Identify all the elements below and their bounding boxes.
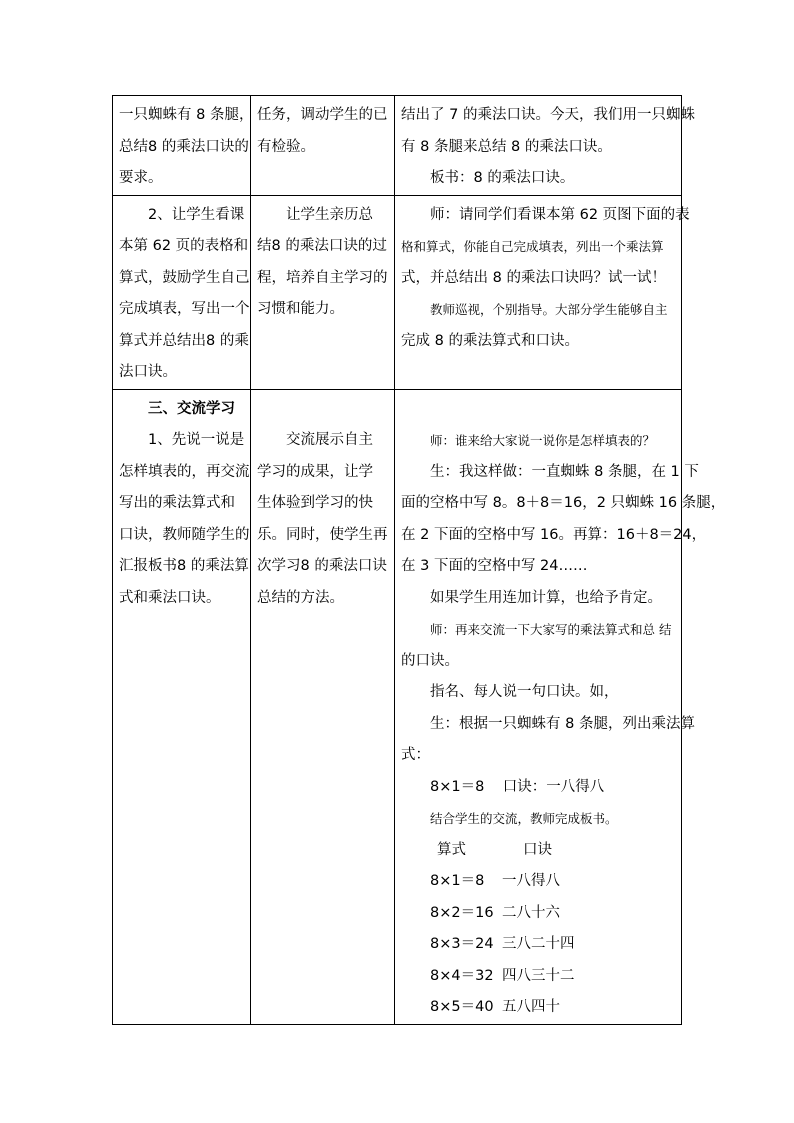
text-line: 的口诀。 (401, 652, 459, 669)
text-line: 完成填表，写出一个 (119, 301, 250, 317)
text-line: 指名、每人说一句口诀。如， (430, 684, 619, 700)
text-line: 结合学生的交流，教师完成板书。 (430, 811, 618, 826)
text-line: 程，培养自主学习的 (257, 269, 388, 286)
text-line: 任务，调动学生的已 (257, 107, 388, 123)
lesson-plan-table (112, 95, 726, 1025)
example-line (401, 772, 676, 804)
text-line: 师：请同学们看课本第 62 页图下面的表 (430, 206, 690, 223)
text-line: 次学习8 的乘法口诀 (257, 558, 387, 574)
text-line: 要求。 (119, 170, 163, 186)
text-line: 口诀，教师随学生的 (119, 526, 250, 543)
text-line: 总结的方法。 (257, 589, 344, 606)
text-line: 汇报板书8 的乘法算 (119, 558, 249, 574)
text-line: 如果学生用连加计算，也给予肯定。 (430, 589, 662, 606)
spacer (257, 394, 389, 426)
text-line: 式： (401, 747, 430, 763)
board-header-formula: 算式 (437, 841, 466, 858)
text-line: 教师巡视，个别指导。大部分学生能够自主 (430, 302, 668, 317)
example-formula: 8×1＝8 (430, 778, 485, 795)
text-line: 师：再来交流一下大家写的乘法算式和总 结 (430, 622, 672, 637)
text-line: 结8 的乘法口诀的过 (257, 238, 387, 254)
board-rhyme: 五八四十 (502, 999, 560, 1015)
purpose-cell (251, 195, 395, 389)
board-row (401, 898, 676, 930)
text-line: 1、先说一说是 (148, 432, 245, 448)
text-line: 2、让学生看课 (148, 206, 245, 223)
board-formula: 8×2＝16 (430, 904, 494, 921)
text-line: 习惯和能力。 (257, 301, 344, 317)
purpose-cell (251, 389, 395, 1024)
text-line: 完成 8 的乘法算式和口诀。 (401, 332, 579, 349)
board-formula: 8×1＝8 (430, 873, 485, 889)
board-row (401, 866, 676, 898)
activity-cell (113, 96, 254, 196)
table-row (113, 195, 682, 389)
board-row (401, 961, 676, 993)
text-line: 板书：8 的乘法口诀。 (430, 170, 575, 186)
board-row (401, 992, 676, 1024)
board-rhyme: 二八十六 (502, 904, 560, 921)
board-formula: 8×3＝24 (430, 936, 494, 952)
text-line: 生：我这样做：一直蜘蛛 8 条腿，在 1 下 (430, 463, 699, 480)
text-line: 写出的乘法算式和 (119, 495, 235, 511)
process-cell (395, 389, 726, 1024)
text-line: 在 3 下面的空格中写 24…… (401, 558, 588, 574)
text-line: 生体验到学习的快 (257, 495, 373, 511)
spacer (401, 394, 676, 426)
board-rhyme: 一八得八 (502, 873, 560, 889)
text-line: 怎样填表的，再交流 (119, 463, 250, 480)
text-line: 结出了 7 的乘法口诀。今天，我们用一只蜘蛛 (401, 107, 695, 123)
table-row (113, 389, 682, 1024)
text-line: 学习的成果，让学 (257, 463, 373, 480)
board-rhyme: 三八二十四 (502, 936, 575, 952)
example-rhyme: 口诀：一八得八 (502, 778, 605, 795)
text-line: 交流展示自主 (286, 432, 373, 448)
text-line: 算式，鼓励学生自己 (119, 269, 250, 286)
board-formula: 8×4＝32 (430, 967, 494, 984)
board-header (401, 835, 676, 867)
text-line: 式和乘法口诀。 (119, 589, 221, 606)
purpose-cell (251, 96, 395, 196)
text-line: 面的空格中写 8。8＋8＝16，2 只蜘蛛 16 条腿， (401, 495, 726, 511)
text-line: 算式并总结出8 的乘 (119, 332, 249, 349)
process-cell (395, 195, 690, 389)
text-line: 本第 62 页的表格和 (119, 238, 249, 254)
process-cell (395, 96, 695, 196)
text-line: 师：谁来给大家说一说你是怎样填表的？ (430, 433, 656, 448)
text-line: 在 2 下面的空格中写 16。再算：16＋8＝24， (401, 526, 707, 543)
table-row (113, 96, 682, 196)
text-line: 有检验。 (257, 138, 315, 155)
text-line: 一只蜘蛛有 8 条腿， (119, 107, 254, 123)
text-line: 有 8 条腿来总结 8 的乘法口诀。 (401, 138, 612, 155)
text-line: 乐。同时，使学生再 (257, 526, 388, 543)
section-heading: 三、交流学习 (148, 400, 235, 417)
text-line: 式，并总结出 8 的乘法口诀吗？试一试！ (401, 269, 666, 286)
activity-cell (113, 389, 251, 1024)
text-line: 让学生亲历总 (286, 206, 373, 223)
text-line: 法口诀。 (119, 364, 177, 380)
board-rhyme: 四八三十二 (502, 967, 575, 984)
text-line: 格和算式，你能自己完成填表，列出一个乘法算 (401, 239, 664, 254)
board-header-rhyme: 口诀 (523, 841, 552, 858)
board-formula: 8×5＝40 (430, 999, 494, 1015)
board-row (401, 929, 676, 961)
activity-cell (113, 195, 251, 389)
text-line: 生：根据一只蜘蛛有 8 条腿，列出乘法算 (430, 715, 695, 732)
text-line: 总结8 的乘法口诀的 (119, 138, 249, 155)
